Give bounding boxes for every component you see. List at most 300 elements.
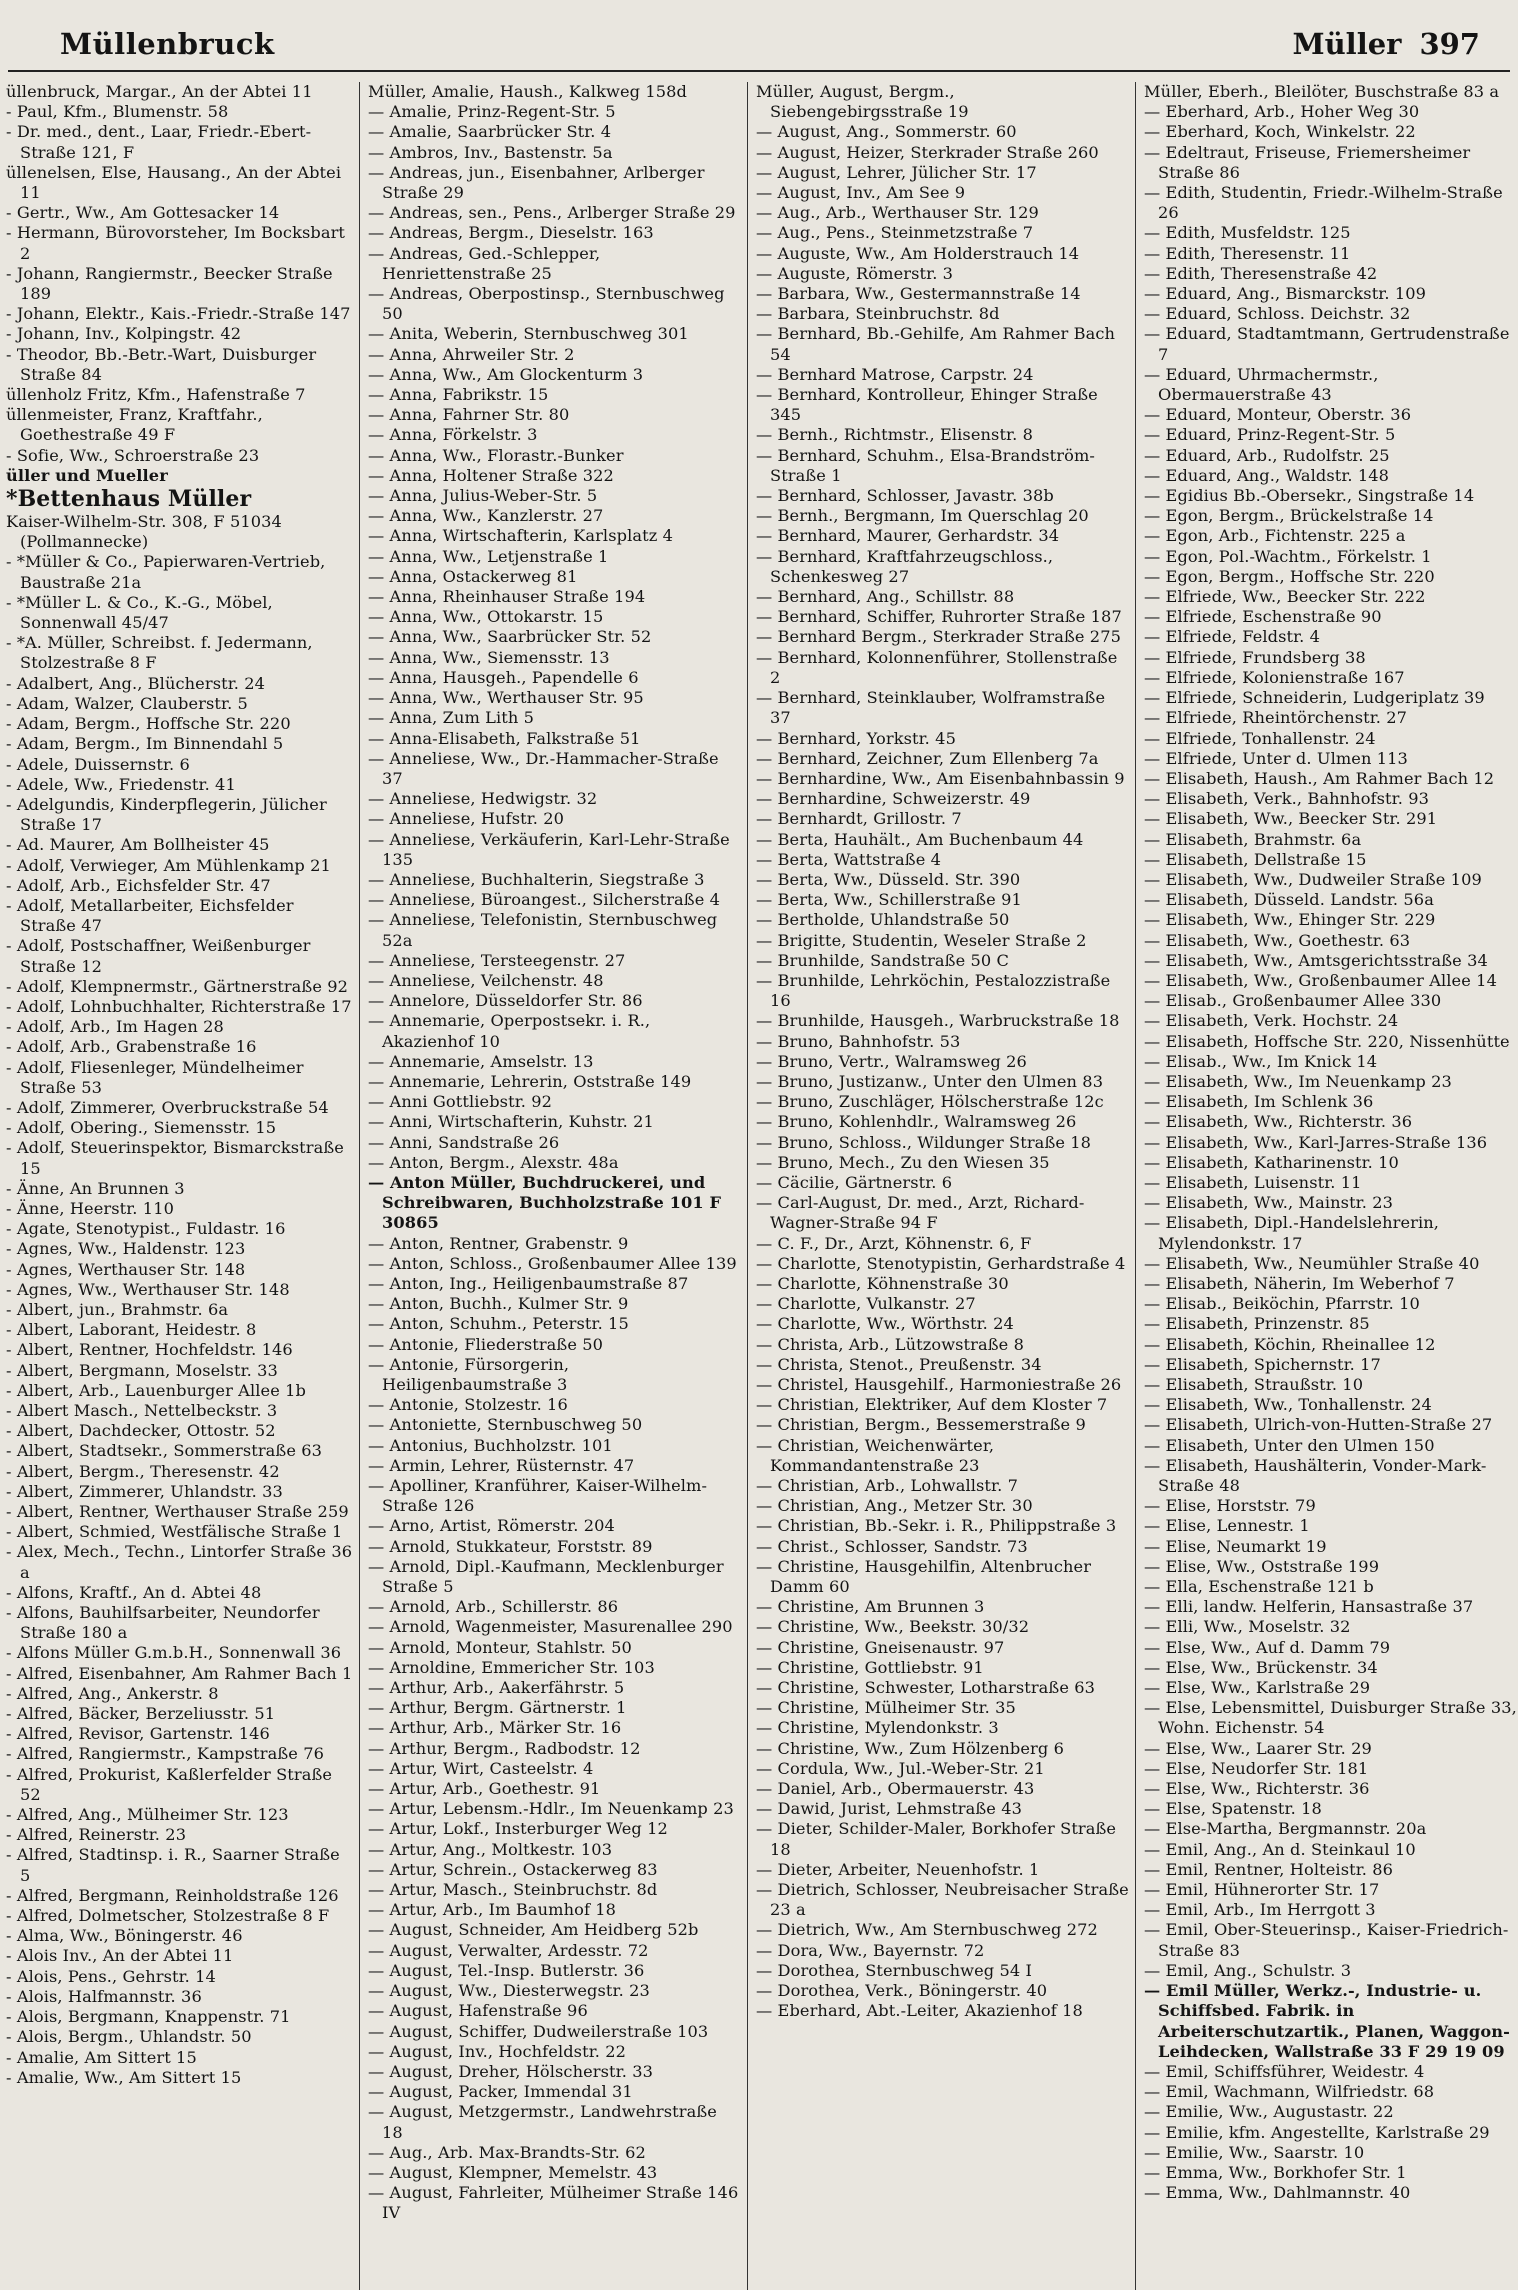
directory-entry: — Dietrich, Ww., Am Sternbuschweg 272 [756, 1920, 1098, 1940]
directory-entry: - Adolf, Fliesenleger, Mündelheimer Straße 53 [6, 1057, 304, 1097]
directory-entry: — Elisabeth, Spichernstr. 17 [1144, 1354, 1381, 1374]
header-rule [8, 70, 1510, 72]
directory-entry: — Anton, Ing., Heiligenbaumstraße 87 [368, 1273, 689, 1293]
directory-entry: — Anni Gottliebstr. 92 [368, 1092, 553, 1112]
directory-entry: - Alex, Mech., Techn., Lintorfer Straße 36 a [6, 1542, 353, 1582]
directory-entry: - Adolf, Metallarbeiter, Eichsfelder Straße 47 [6, 895, 294, 936]
directory-entry: — August, Hafenstraße 96 [368, 2001, 588, 2021]
directory-entry: - Sofie, Ww., Schroerstraße 23 [6, 445, 260, 465]
directory-entry: — Aug., Arb., Werthauser Str. 129 [756, 203, 1039, 223]
column-1 [6, 82, 360, 2290]
directory-entry: — Anna, Fahrner Str. 80 [368, 405, 570, 425]
directory-entry: Müller, August, Bergm., Siebengebirgsstraße 19 [756, 82, 969, 122]
directory-entry: — August, Dreher, Hölscherstr. 33 [368, 2061, 654, 2081]
directory-entry: *Bettenhaus Müller [6, 486, 252, 513]
directory-entry: — Egon, Arb., Fichtenstr. 225 a [1144, 526, 1406, 546]
directory-entry: — Elfriede, Kolonienstraße 167 [1144, 667, 1405, 687]
directory-entry: — Bruno, Zuschläger, Hölscherstraße 12c [756, 1092, 1104, 1112]
directory-entry: — Anna, Ww., Am Glockenturm 3 [368, 364, 644, 384]
directory-entry: — Aug., Arb. Max-Brandts-Str. 62 [368, 2142, 646, 2162]
directory-entry: — Bruno, Vertr., Walramsweg 26 [756, 1051, 1027, 1071]
directory-entry: — Anna-Elisabeth, Falkstraße 51 [368, 728, 641, 748]
directory-entry: — Arnold, Wagenmeister, Masurenallee 290 [368, 1617, 733, 1637]
directory-entry: — Anton, Buchh., Kulmer Str. 9 [368, 1294, 629, 1314]
directory-entry: — Elisabeth, Haushälterin, Vonder-Mark-Straße 48 [1144, 1455, 1487, 1496]
directory-entry: — Bernhard Matrose, Carpstr. 24 [756, 364, 1034, 384]
directory-entry: — Elli, landw. Helferin, Hansastraße 37 [1144, 1597, 1474, 1617]
directory-entry: — Emilie, Ww., Saarstr. 10 [1144, 2142, 1365, 2162]
directory-entry: — Bernh., Richtmstr., Elisenstr. 8 [756, 425, 1033, 445]
directory-entry: - Johann, Inv., Kolpingstr. 42 [6, 324, 242, 344]
directory-entry: — August, Packer, Immendal 31 [368, 2082, 633, 2102]
directory-entry: — August, Schiffer, Dudweilerstraße 103 [368, 2021, 709, 2041]
directory-entry: — Bernh., Bergmann, Im Querschlag 20 [756, 506, 1089, 526]
directory-entry: — August, Verwalter, Ardesstr. 72 [368, 1940, 649, 1960]
directory-entry: — Anton, Schuhm., Peterstr. 15 [368, 1314, 629, 1334]
directory-entry: — August, Klempner, Memelstr. 43 [368, 2162, 658, 2182]
directory-entry: — Christa, Stenot., Preußenstr. 34 [756, 1354, 1042, 1374]
directory-entry: — August, Tel.-Insp. Butlerstr. 36 [368, 1960, 645, 1980]
directory-entry: - Hermann, Bürovorsteher, Im Bocksbart 2 [6, 223, 346, 263]
directory-entry: — Berta, Ww., Schillerstraße 91 [756, 890, 1022, 910]
directory-entry: Kaiser-Wilhelm-Str. 308, F 51034 (Pollmannecke) [6, 512, 282, 552]
directory-entry: — Anna, Ww., Kanzlerstr. 27 [368, 506, 604, 526]
directory-entry: — Christine, Hausgehilfin, Altenbrucher Damm 60 [756, 1556, 1092, 1597]
directory-entry: - Adalbert, Ang., Blücherstr. 24 [6, 673, 266, 693]
directory-entry: — Arno, Artist, Römerstr. 204 [368, 1516, 615, 1536]
directory-entry: — Daniel, Arb., Obermauerstr. 43 [756, 1779, 1035, 1799]
directory-entry: — Anneliese, Verkäuferin, Karl-Lehr-Straße 135 [368, 829, 730, 869]
directory-entry: — Brigitte, Studentin, Weseler Straße 2 [756, 930, 1087, 950]
directory-entry: — Elfriede, Unter d. Ulmen 113 [1144, 748, 1408, 768]
directory-entry: - Albert, Arb., Lauenburger Allee 1b [6, 1380, 306, 1400]
directory-entry: - Adele, Ww., Friedenstr. 41 [6, 774, 236, 794]
directory-entry: — Emil, Ang., Schulstr. 3 [1144, 1960, 1352, 1980]
directory-entry: — Anneliese, Ww., Dr.-Hammacher-Straße 37 [368, 748, 719, 788]
directory-entry: — Anneliese, Buchhalterin, Siegstraße 3 [368, 869, 705, 889]
directory-entry: - *A. Müller, Schreibst. f. Jedermann, Stolzestraße 8 F [6, 633, 313, 673]
directory-entry: — Anneliese, Büroangest., Silcherstraße 4 [368, 890, 721, 910]
directory-entry: — Eduard, Prinz-Regent-Str. 5 [1144, 425, 1396, 445]
directory-entry: — Eduard, Arb., Rudolfstr. 25 [1144, 445, 1390, 465]
directory-entry: - Adolf, Arb., Grabenstraße 16 [6, 1037, 257, 1057]
directory-entry: — Elisabeth, Dellstraße 15 [1144, 849, 1367, 869]
directory-entry: — Anni, Wirtschafterin, Kuhstr. 21 [368, 1112, 654, 1132]
directory-entry: — Armin, Lehrer, Rüsternstr. 47 [368, 1455, 635, 1475]
directory-entry: — Anneliese, Hufstr. 20 [368, 809, 565, 829]
directory-entry: - Alfred, Reinerstr. 23 [6, 1825, 187, 1845]
directory-entry: — Dawid, Jurist, Lehmstraße 43 [756, 1799, 1023, 1819]
directory-entry: — Egon, Pol.-Wachtm., Förkelstr. 1 [1144, 546, 1432, 566]
page-number: 397 [1419, 27, 1480, 61]
directory-entry: — Elisabeth, Ww., Mainstr. 23 [1144, 1193, 1394, 1213]
directory-entry: - Adolf, Lohnbuchhalter, Richterstraße 17 [6, 996, 352, 1016]
directory-entry: - Gertr., Ww., Am Gottesacker 14 [6, 203, 280, 223]
directory-entry: - Alfred, Eisenbahner, Am Rahmer Bach 1 [6, 1663, 353, 1683]
directory-entry: — Bernhard Bergm., Sterkrader Straße 275 [756, 627, 1122, 647]
directory-entry: — Apolliner, Kranführer, Kaiser-Wilhelm-Straße 126 [368, 1476, 708, 1516]
directory-entry: — Artur, Schrein., Ostackerweg 83 [368, 1859, 658, 1879]
directory-entry: — Anna, Förkelstr. 3 [368, 425, 538, 445]
directory-entry: — Barbara, Ww., Gestermannstraße 14 [756, 284, 1081, 304]
directory-entry: Müller, Eberh., Bleilöter, Buschstraße 83 a [1144, 82, 1500, 101]
directory-entry: — Elfriede, Eschenstraße 90 [1144, 607, 1382, 627]
directory-entry: — Elisabeth, Ww., Ehinger Str. 229 [1144, 910, 1436, 930]
directory-entry: — Arthur, Bergm., Radbodstr. 12 [368, 1738, 641, 1758]
directory-entry: - Dr. med., dent., Laar, Friedr.-Ebert-Straße 121, F [6, 122, 312, 162]
directory-entry: — Dorothea, Verk., Böningerstr. 40 [756, 1981, 1048, 2001]
directory-entry: - Albert Masch., Nettelbeckstr. 3 [6, 1401, 278, 1420]
directory-entry: — Artur, Lebensm.-Hdlr., Im Neuenkamp 23 [368, 1799, 734, 1819]
directory-entry: — Annemarie, Lehrerin, Oststraße 149 [368, 1071, 692, 1091]
directory-entry: - Adam, Walzer, Clauberstr. 5 [6, 693, 248, 713]
directory-entry: — Arthur, Arb., Märker Str. 16 [368, 1718, 622, 1738]
directory-entry: — Arnold, Arb., Schillerstr. 86 [368, 1597, 619, 1617]
directory-entry: — Edith, Theresenstr. 11 [1144, 243, 1351, 263]
directory-entry: üllenmeister, Franz, Kraftfahr., Goethestraße 49 F [6, 405, 263, 445]
directory-entry: - Adelgundis, Kinderpflegerin, Jülicher Straße 17 [6, 794, 327, 835]
directory-entry: — Elfriede, Ww., Beecker Str. 222 [1144, 587, 1426, 607]
directory-entry: — Anna, Ww., Saarbrücker Str. 52 [368, 627, 652, 647]
directory-entry: — Egon, Bergm., Brückelstraße 14 [1144, 506, 1434, 526]
directory-entry: — Cordula, Ww., Jul.-Weber-Str. 21 [756, 1758, 1045, 1778]
directory-entry: — Bernhard, Bb.-Gehilfe, Am Rahmer Bach 54 [756, 324, 1116, 364]
directory-entry: — Elisabeth, Brahmstr. 6a [1144, 829, 1362, 849]
directory-entry: - Ad. Maurer, Am Bollheister 45 [6, 835, 270, 855]
directory-entry: — Eduard, Stadtamtmann, Gertrudenstraße 7 [1144, 324, 1510, 364]
directory-entry: — Anneliese, Veilchenstr. 48 [368, 970, 604, 990]
directory-entry: - *Müller L. & Co., K.-G., Möbel, Sonnenwall 45/47 [6, 592, 273, 633]
directory-entry: - Alois, Bergm., Uhlandstr. 50 [6, 2027, 252, 2047]
directory-entry: — Bernhard, Schuhm., Elsa-Brandström-Straße 1 [756, 445, 1095, 485]
directory-entry: — Else, Neudorfer Str. 181 [1144, 1758, 1369, 1778]
directory-entry: — Bernhard, Schlosser, Javastr. 38b [756, 486, 1054, 506]
directory-entry: — Elisabeth, Ww., Tonhallenstr. 24 [1144, 1395, 1432, 1415]
directory-entry: — Bernhardine, Ww., Am Eisenbahnbassin 9 [756, 768, 1125, 788]
directory-entry: — Charlotte, Ww., Wörthstr. 24 [756, 1314, 1014, 1334]
directory-entry: - Adolf, Obering., Siemensstr. 15 [6, 1118, 277, 1138]
column-4 [1144, 82, 1518, 2290]
directory-entry: — Christa, Arb., Lützowstraße 8 [756, 1334, 1024, 1354]
directory-entry: — Berta, Ww., Düsseld. Str. 390 [756, 869, 1021, 889]
directory-entry: — Auguste, Ww., Am Holderstrauch 14 [756, 243, 1080, 263]
directory-entry: — Berta, Wattstraße 4 [756, 849, 942, 869]
directory-entry: - Adolf, Arb., Im Hagen 28 [6, 1017, 224, 1037]
directory-entry: — Elisabeth, Dipl.-Handelslehrerin, Mylendonkstr. 17 [1144, 1213, 1440, 1253]
directory-entry: — Dieter, Arbeiter, Neuenhofstr. 1 [756, 1859, 1040, 1879]
directory-entry: — Brunhilde, Hausgeh., Warbruckstraße 18 [756, 1011, 1120, 1031]
directory-entry: — Else, Lebensmittel, Duisburger Straße 33, Wohn. Eichenstr. 54 [1144, 1698, 1517, 1738]
directory-entry: - Agate, Stenotypist., Fuldastr. 16 [6, 1219, 286, 1239]
directory-entry: — Elisabeth, Ww., Amtsgerichtsstraße 34 [1144, 950, 1488, 970]
directory-entry: — Christian, Elektriker, Auf dem Kloster 7 [756, 1395, 1108, 1415]
directory-entry: - *Müller & Co., Papierwaren-Vertrieb, Baustraße 21a [6, 552, 326, 592]
directory-entry: - Albert, Rentner, Werthauser Straße 259 [6, 1502, 349, 1522]
directory-entry: — Barbara, Steinbruchstr. 8d [756, 304, 1000, 324]
directory-entry: — Elisabeth, Ulrich-von-Hutten-Straße 27 [1144, 1415, 1493, 1435]
directory-entry: — Emil, Rentner, Holteistr. 86 [1144, 1859, 1394, 1879]
directory-entry: — Charlotte, Vulkanstr. 27 [756, 1294, 976, 1314]
directory-entry: — Arnold, Stukkateur, Forststr. 89 [368, 1536, 653, 1556]
page-header [0, 22, 1518, 66]
directory-entry: — Artur, Wirt, Casteelstr. 4 [368, 1758, 594, 1778]
directory-entry: — Elisab., Beiköchin, Pfarrstr. 10 [1144, 1294, 1420, 1314]
directory-entry: — Christian, Bb.-Sekr. i. R., Philippstraße 3 [756, 1516, 1117, 1536]
directory-entry: - Albert, Bergmann, Moselstr. 33 [6, 1360, 278, 1380]
directory-entry: — Edith, Studentin, Friedr.-Wilhelm-Straße 26 [1144, 183, 1503, 223]
directory-entry: — August, Metzgermstr., Landwehrstraße 18 [368, 2102, 717, 2142]
directory-entry: - Alfons Müller G.m.b.H., Sonnenwall 36 [6, 1643, 342, 1663]
directory-entry: — Elfriede, Frundsberg 38 [1144, 647, 1366, 667]
directory-entry: — Bernhard, Maurer, Gerhardstr. 34 [756, 526, 1060, 546]
directory-entry: - Adolf, Klempnermstr., Gärtnerstraße 92 [6, 976, 349, 996]
directory-entry: - Adolf, Postschaffner, Weißenburger Straße 12 [6, 936, 311, 976]
directory-entry: — Arthur, Bergm. Gärtnerstr. 1 [368, 1698, 627, 1718]
directory-entry: — August, Ww., Diesterwegstr. 23 [368, 1981, 650, 2001]
directory-entry: — Antonius, Buchholzstr. 101 [368, 1435, 613, 1455]
directory-entry: — Anna, Hausgeh., Papendelle 6 [368, 667, 639, 687]
directory-entry: — Eduard, Uhrmachermstr., Obermauerstraße 43 [1144, 364, 1379, 405]
directory-entry: — Elli, Ww., Moselstr. 32 [1144, 1617, 1351, 1637]
directory-entry: — Anna, Wirtschafterin, Karlsplatz 4 [368, 526, 673, 546]
directory-entry: - Adolf, Zimmerer, Overbruckstraße 54 [6, 1097, 329, 1117]
directory-entry: — Artur, Lokf., Insterburger Weg 12 [368, 1819, 668, 1839]
directory-entry: — Dietrich, Schlosser, Neubreisacher Straße 23 a [756, 1880, 1129, 1920]
directory-entry: — Bernhardt, Grillostr. 7 [756, 809, 962, 829]
directory-entry: — Else, Spatenstr. 18 [1144, 1799, 1322, 1819]
directory-entry: — Ambros, Inv., Bastenstr. 5a [368, 142, 613, 162]
directory-entry: - Albert, Dachdecker, Ottostr. 52 [6, 1421, 276, 1441]
directory-entry: - Adolf, Verwieger, Am Mühlenkamp 21 [6, 855, 331, 875]
directory-entry: — August, Ang., Sommerstr. 60 [756, 122, 1017, 142]
directory-entry: — Christel, Hausgehilf., Harmoniestraße 26 [756, 1375, 1122, 1394]
directory-entry: — Christine, Mylendonkstr. 3 [756, 1718, 999, 1738]
directory-entry: — Elisab., Großenbaumer Allee 330 [1144, 991, 1442, 1011]
directory-entry: - Albert, Schmied, Westfälische Straße 1 [6, 1522, 343, 1542]
directory-entry: — August, Schneider, Am Heidberg 52b [368, 1920, 699, 1940]
directory-entry: — August, Inv., Hochfeldstr. 22 [368, 2041, 627, 2061]
directory-entry: — Christian, Arb., Lohwallstr. 7 [756, 1476, 1018, 1496]
directory-entry: — Anni, Sandstraße 26 [368, 1132, 560, 1152]
directory-entry: — Annemarie, Operpostsekr. i. R., Akazienhof 10 [368, 1011, 651, 1051]
directory-entry: — August, Fahrleiter, Mülheimer Straße 146 IV [368, 2183, 739, 2223]
directory-entry: — Eduard, Ang., Waldstr. 148 [1144, 465, 1390, 485]
directory-entry: — Emil, Wachmann, Wilfriedstr. 68 [1144, 2082, 1435, 2102]
directory-entry: — Edith, Musfeldstr. 125 [1144, 223, 1351, 243]
directory-entry: — Emil, Schiffsführer, Weidestr. 4 [1144, 2061, 1425, 2081]
directory-entry: — Else, Ww., Auf d. Damm 79 [1144, 1637, 1391, 1657]
directory-entry: — Elisabeth, Ww., Dudweiler Straße 109 [1144, 869, 1482, 889]
directory-entry: — Christine, Gottliebstr. 91 [756, 1657, 984, 1677]
directory-entry: — Andreas, sen., Pens., Arlberger Straße 29 [368, 203, 736, 223]
directory-entry: — Bernhardine, Schweizerstr. 49 [756, 789, 1031, 809]
directory-entry: — Elisabeth, Näherin, Im Weberhof 7 [1144, 1273, 1455, 1293]
directory-entry: - Agnes, Ww., Haldenstr. 123 [6, 1239, 246, 1259]
directory-entry: - Adolf, Arb., Eichsfelder Str. 47 [6, 875, 271, 895]
directory-entry: — Elisabeth, Im Schlenk 36 [1144, 1092, 1374, 1112]
directory-entry: — Anna, Zum Lith 5 [368, 708, 535, 728]
directory-entry: - Amalie, Am Sittert 15 [6, 2047, 197, 2067]
directory-entry: — Arthur, Arb., Aakerfährstr. 5 [368, 1678, 625, 1698]
directory-entry: — Carl-August, Dr. med., Arzt, Richard-Wagner-Straße 94 F [756, 1193, 1085, 1233]
directory-entry: — Brunhilde, Sandstraße 50 C [756, 950, 1010, 970]
directory-entry: — Elisabeth, Straußstr. 10 [1144, 1375, 1364, 1394]
directory-entry: — Elfriede, Rheintörchenstr. 27 [1144, 708, 1408, 728]
directory-entry: — Elisabeth, Hoffsche Str. 220, Nissenhütte [1144, 1031, 1510, 1051]
directory-entry: — Else-Martha, Bergmannstr. 20a [1144, 1819, 1427, 1839]
directory-entry: — Anna, Ww., Siemensstr. 13 [368, 647, 610, 667]
directory-entry: - Johann, Rangiermstr., Beecker Straße 189 [6, 263, 333, 304]
directory-entry: — Else, Ww., Karlstraße 29 [1144, 1678, 1371, 1698]
directory-entry: — Aug., Pens., Steinmetzstraße 7 [756, 223, 1034, 243]
directory-entry: — Arnoldine, Emmericher Str. 103 [368, 1657, 655, 1677]
directory-entry: — Elisabeth, Verk. Hochstr. 24 [1144, 1011, 1399, 1031]
directory-entry: — Anneliese, Telefonistin, Sternbuschweg 52a [368, 910, 718, 950]
directory-entry: — August, Lehrer, Jülicher Str. 17 [756, 162, 1037, 182]
directory-entry: — Anton, Bergm., Alexstr. 48a [368, 1152, 619, 1172]
directory-entry: - Alfred, Rangiermstr., Kampstraße 76 [6, 1744, 324, 1764]
directory-entry: - Alfred, Bergmann, Reinholdstraße 126 [6, 1885, 339, 1905]
directory-entry: — Christine, Schwester, Lotharstraße 63 [756, 1678, 1096, 1698]
directory-entry: — Arnold, Dipl.-Kaufmann, Mecklenburger Straße 5 [368, 1556, 724, 1597]
directory-entry: — Emil, Arb., Im Herrgott 3 [1144, 1900, 1376, 1920]
directory-entry: — Bernhard, Kolonnenführer, Stollenstraße 2 [756, 647, 1118, 687]
directory-entry: — Edith, Theresenstraße 42 [1144, 263, 1378, 283]
directory-entry: — Elisabeth, Katharinenstr. 10 [1144, 1152, 1399, 1172]
directory-entry: - Alfred, Ang., Ankerstr. 8 [6, 1683, 219, 1703]
directory-entry: — Eberhard, Koch, Winkelstr. 22 [1144, 122, 1416, 142]
header-right-surname: Müller [1292, 27, 1402, 61]
directory-entry: — Amalie, Saarbrücker Str. 4 [368, 122, 612, 142]
directory-entry: — Elisabeth, Ww., Großenbaumer Allee 14 [1144, 970, 1497, 990]
directory-entry: - Alois, Bergmann, Knappenstr. 71 [6, 2007, 291, 2027]
directory-entry: — Andreas, Bergm., Dieselstr. 163 [368, 223, 654, 243]
directory-entry: - Alois, Halfmannstr. 36 [6, 1986, 202, 2006]
directory-entry: — Elisab., Ww., Im Knick 14 [1144, 1051, 1378, 1071]
directory-entry: — Anneliese, Hedwigstr. 32 [368, 789, 598, 809]
directory-entry: — Christian, Weichenwärter, Kommandantenstraße 23 [756, 1435, 995, 1475]
directory-entry: — Charlotte, Stenotypistin, Gerhardstraße 4 [756, 1253, 1126, 1273]
directory-entry: — Charlotte, Köhnenstraße 30 [756, 1273, 1009, 1293]
directory-entry: — Annemarie, Amselstr. 13 [368, 1051, 594, 1071]
directory-entry: — Christ., Schlosser, Sandstr. 73 [756, 1536, 1028, 1556]
directory-entry: - Albert, Bergm., Theresenstr. 42 [6, 1461, 280, 1481]
directory-entry: - Albert, Rentner, Hochfeldstr. 146 [6, 1340, 293, 1360]
directory-entry: — Bernhard, Kraftfahrzeugschloss., Schenkesweg 27 [756, 546, 1054, 586]
directory-entry: — Artur, Ang., Moltkestr. 103 [368, 1839, 613, 1859]
directory-entry: — Arnold, Monteur, Stahlstr. 50 [368, 1637, 632, 1657]
directory-entry: — Emma, Ww., Borkhofer Str. 1 [1144, 2162, 1407, 2182]
directory-entry: — Elisabeth, Verk., Bahnhofstr. 93 [1144, 789, 1430, 809]
directory-entry: — C. F., Dr., Arzt, Köhnenstr. 6, F [756, 1233, 1032, 1253]
directory-entry: - Paul, Kfm., Blumenstr. 58 [6, 102, 229, 122]
column-3 [756, 82, 1136, 2290]
directory-entry: — Egidius Bb.-Obersekr., Singstraße 14 [1144, 486, 1475, 506]
directory-entry: - Alfons, Bauhilfsarbeiter, Neundorfer Straße 180 a [6, 1603, 320, 1643]
directory-entry: — Elise, Ww., Oststraße 199 [1144, 1556, 1380, 1576]
directory-entry: — August, Inv., Am See 9 [756, 183, 966, 203]
directory-columns [0, 82, 1518, 2290]
directory-entry: — Dora, Ww., Bayernstr. 72 [756, 1940, 985, 1960]
directory-entry: — Bruno, Bahnhofstr. 53 [756, 1031, 961, 1051]
directory-entry: — Elfriede, Schneiderin, Ludgeriplatz 39 [1144, 688, 1485, 708]
directory-entry: — Christine, Ww., Zum Hölzenberg 6 [756, 1738, 1064, 1758]
directory-entry: — Christian, Bergm., Bessemerstraße 9 [756, 1415, 1086, 1435]
directory-entry: — Elisabeth, Ww., Richterstr. 36 [1144, 1112, 1413, 1132]
directory-entry: — Bernhard, Zeichner, Zum Ellenberg 7a [756, 748, 1099, 768]
directory-entry: — Christine, Ww., Beekstr. 30/32 [756, 1617, 1030, 1637]
directory-entry: — Antoniette, Sternbuschweg 50 [368, 1415, 643, 1435]
directory-entry: — Eberhard, Arb., Hoher Weg 30 [1144, 102, 1420, 122]
directory-entry: — Elise, Lennestr. 1 [1144, 1516, 1310, 1536]
header-left-surname: Müllenbruck [60, 27, 275, 61]
directory-entry: - Albert, jun., Brahmstr. 6a [6, 1299, 229, 1319]
directory-entry: üllenholz Fritz, Kfm., Hafenstraße 7 [6, 385, 306, 405]
directory-entry: - Alfred, Revisor, Gartenstr. 146 [6, 1724, 270, 1744]
directory-entry: — Bruno, Schloss., Wildunger Straße 18 [756, 1132, 1092, 1152]
directory-entry: — Elisabeth, Ww., Karl-Jarres-Straße 136 [1144, 1132, 1488, 1152]
directory-entry: - Alfred, Stadtinsp. i. R., Saarner Straße 5 [6, 1845, 340, 1885]
directory-entry: — Antonie, Stolzestr. 16 [368, 1395, 568, 1415]
header-right [1293, 27, 1481, 61]
directory-entry: — Else, Ww., Richterstr. 36 [1144, 1779, 1370, 1799]
directory-entry: — Elisabeth, Luisenstr. 11 [1144, 1172, 1362, 1192]
directory-entry: - Adam, Bergm., Im Binnendahl 5 [6, 734, 284, 754]
directory-entry: — Christian, Ang., Metzer Str. 30 [756, 1496, 1033, 1516]
directory-entry: — Anna, Holtener Straße 322 [368, 465, 614, 485]
directory-entry: — Eduard, Schloss. Deichstr. 32 [1144, 304, 1411, 324]
directory-entry: — Anton, Rentner, Grabenstr. 9 [368, 1233, 629, 1253]
directory-entry: - Johann, Elektr., Kais.-Friedr.-Straße 147 [6, 304, 351, 324]
directory-entry: — Bertholde, Uhlandstraße 50 [756, 910, 1010, 930]
directory-entry: - Alfred, Bäcker, Berzeliusstr. 51 [6, 1704, 276, 1724]
directory-entry: - Adam, Bergm., Hoffsche Str. 220 [6, 714, 291, 734]
directory-entry: — Eberhard, Abt.-Leiter, Akazienhof 18 [756, 2001, 1083, 2021]
directory-entry: — Bernhard, Kontrolleur, Ehinger Straße 345 [756, 385, 1098, 425]
directory-entry: — Emil, Ang., An d. Steinkaul 10 [1144, 1839, 1416, 1859]
directory-entry: - Adolf, Steuerinspektor, Bismarckstraße 15 [6, 1138, 344, 1178]
directory-entry: — Anna, Ww., Werthauser Str. 95 [368, 688, 644, 708]
directory-entry: — Anna, Ahrweiler Str. 2 [368, 344, 575, 364]
directory-entry: - Agnes, Werthauser Str. 148 [6, 1259, 246, 1279]
directory-entry: — Anna, Ww., Florastr.-Bunker [368, 445, 624, 465]
directory-entry: — Andreas, jun., Eisenbahner, Arlberger Straße 29 [368, 162, 705, 203]
directory-entry: üllenbruck, Margar., An der Abtei 11 [6, 82, 313, 101]
directory-entry: — Andreas, Ged.-Schlepper, Henriettenstraße 25 [368, 243, 601, 283]
directory-entry: - Alois Inv., An der Abtei 11 [6, 1946, 234, 1966]
directory-entry: - Änne, Heerstr. 110 [6, 1198, 174, 1218]
directory-entry: — Berta, Hauhält., Am Buchenbaum 44 [756, 829, 1084, 849]
directory-entry: — Elisabeth, Ww., Beecker Str. 291 [1144, 809, 1438, 829]
directory-entry: — Emil, Hühnerorter Str. 17 [1144, 1880, 1380, 1900]
directory-entry: — Elise, Neumarkt 19 [1144, 1536, 1327, 1556]
column-2 [368, 82, 748, 2290]
directory-entry: — Else, Ww., Brückenstr. 34 [1144, 1657, 1378, 1677]
directory-entry: — Edeltraut, Friseuse, Friemersheimer Straße 86 [1144, 142, 1471, 182]
directory-entry: — Anna, Ww., Letjenstraße 1 [368, 546, 609, 566]
directory-entry: — Elfriede, Tonhallenstr. 24 [1144, 728, 1376, 748]
directory-entry: — Elisabeth, Unter den Ulmen 150 [1144, 1435, 1435, 1455]
directory-entry: — Brunhilde, Lehrköchin, Pestalozzistraße 16 [756, 970, 1111, 1011]
directory-entry: üller und Mueller [6, 465, 168, 485]
directory-entry: — Bruno, Mech., Zu den Wiesen 35 [756, 1152, 1050, 1172]
directory-entry: — Anton Müller, Buchdruckerei, und Schreibwaren, Buchholzstraße 101 F 30865 [368, 1172, 722, 1233]
directory-entry: - Adele, Duissernstr. 6 [6, 754, 190, 774]
directory-entry: — Anna, Ww., Ottokarstr. 15 [368, 607, 604, 627]
directory-entry: - Alfred, Dolmetscher, Stolzestraße 8 F [6, 1906, 330, 1926]
directory-entry: — Annelore, Düsseldorfer Str. 86 [368, 991, 643, 1011]
directory-entry: — Emma, Ww., Dahlmannstr. 40 [1144, 2183, 1411, 2203]
